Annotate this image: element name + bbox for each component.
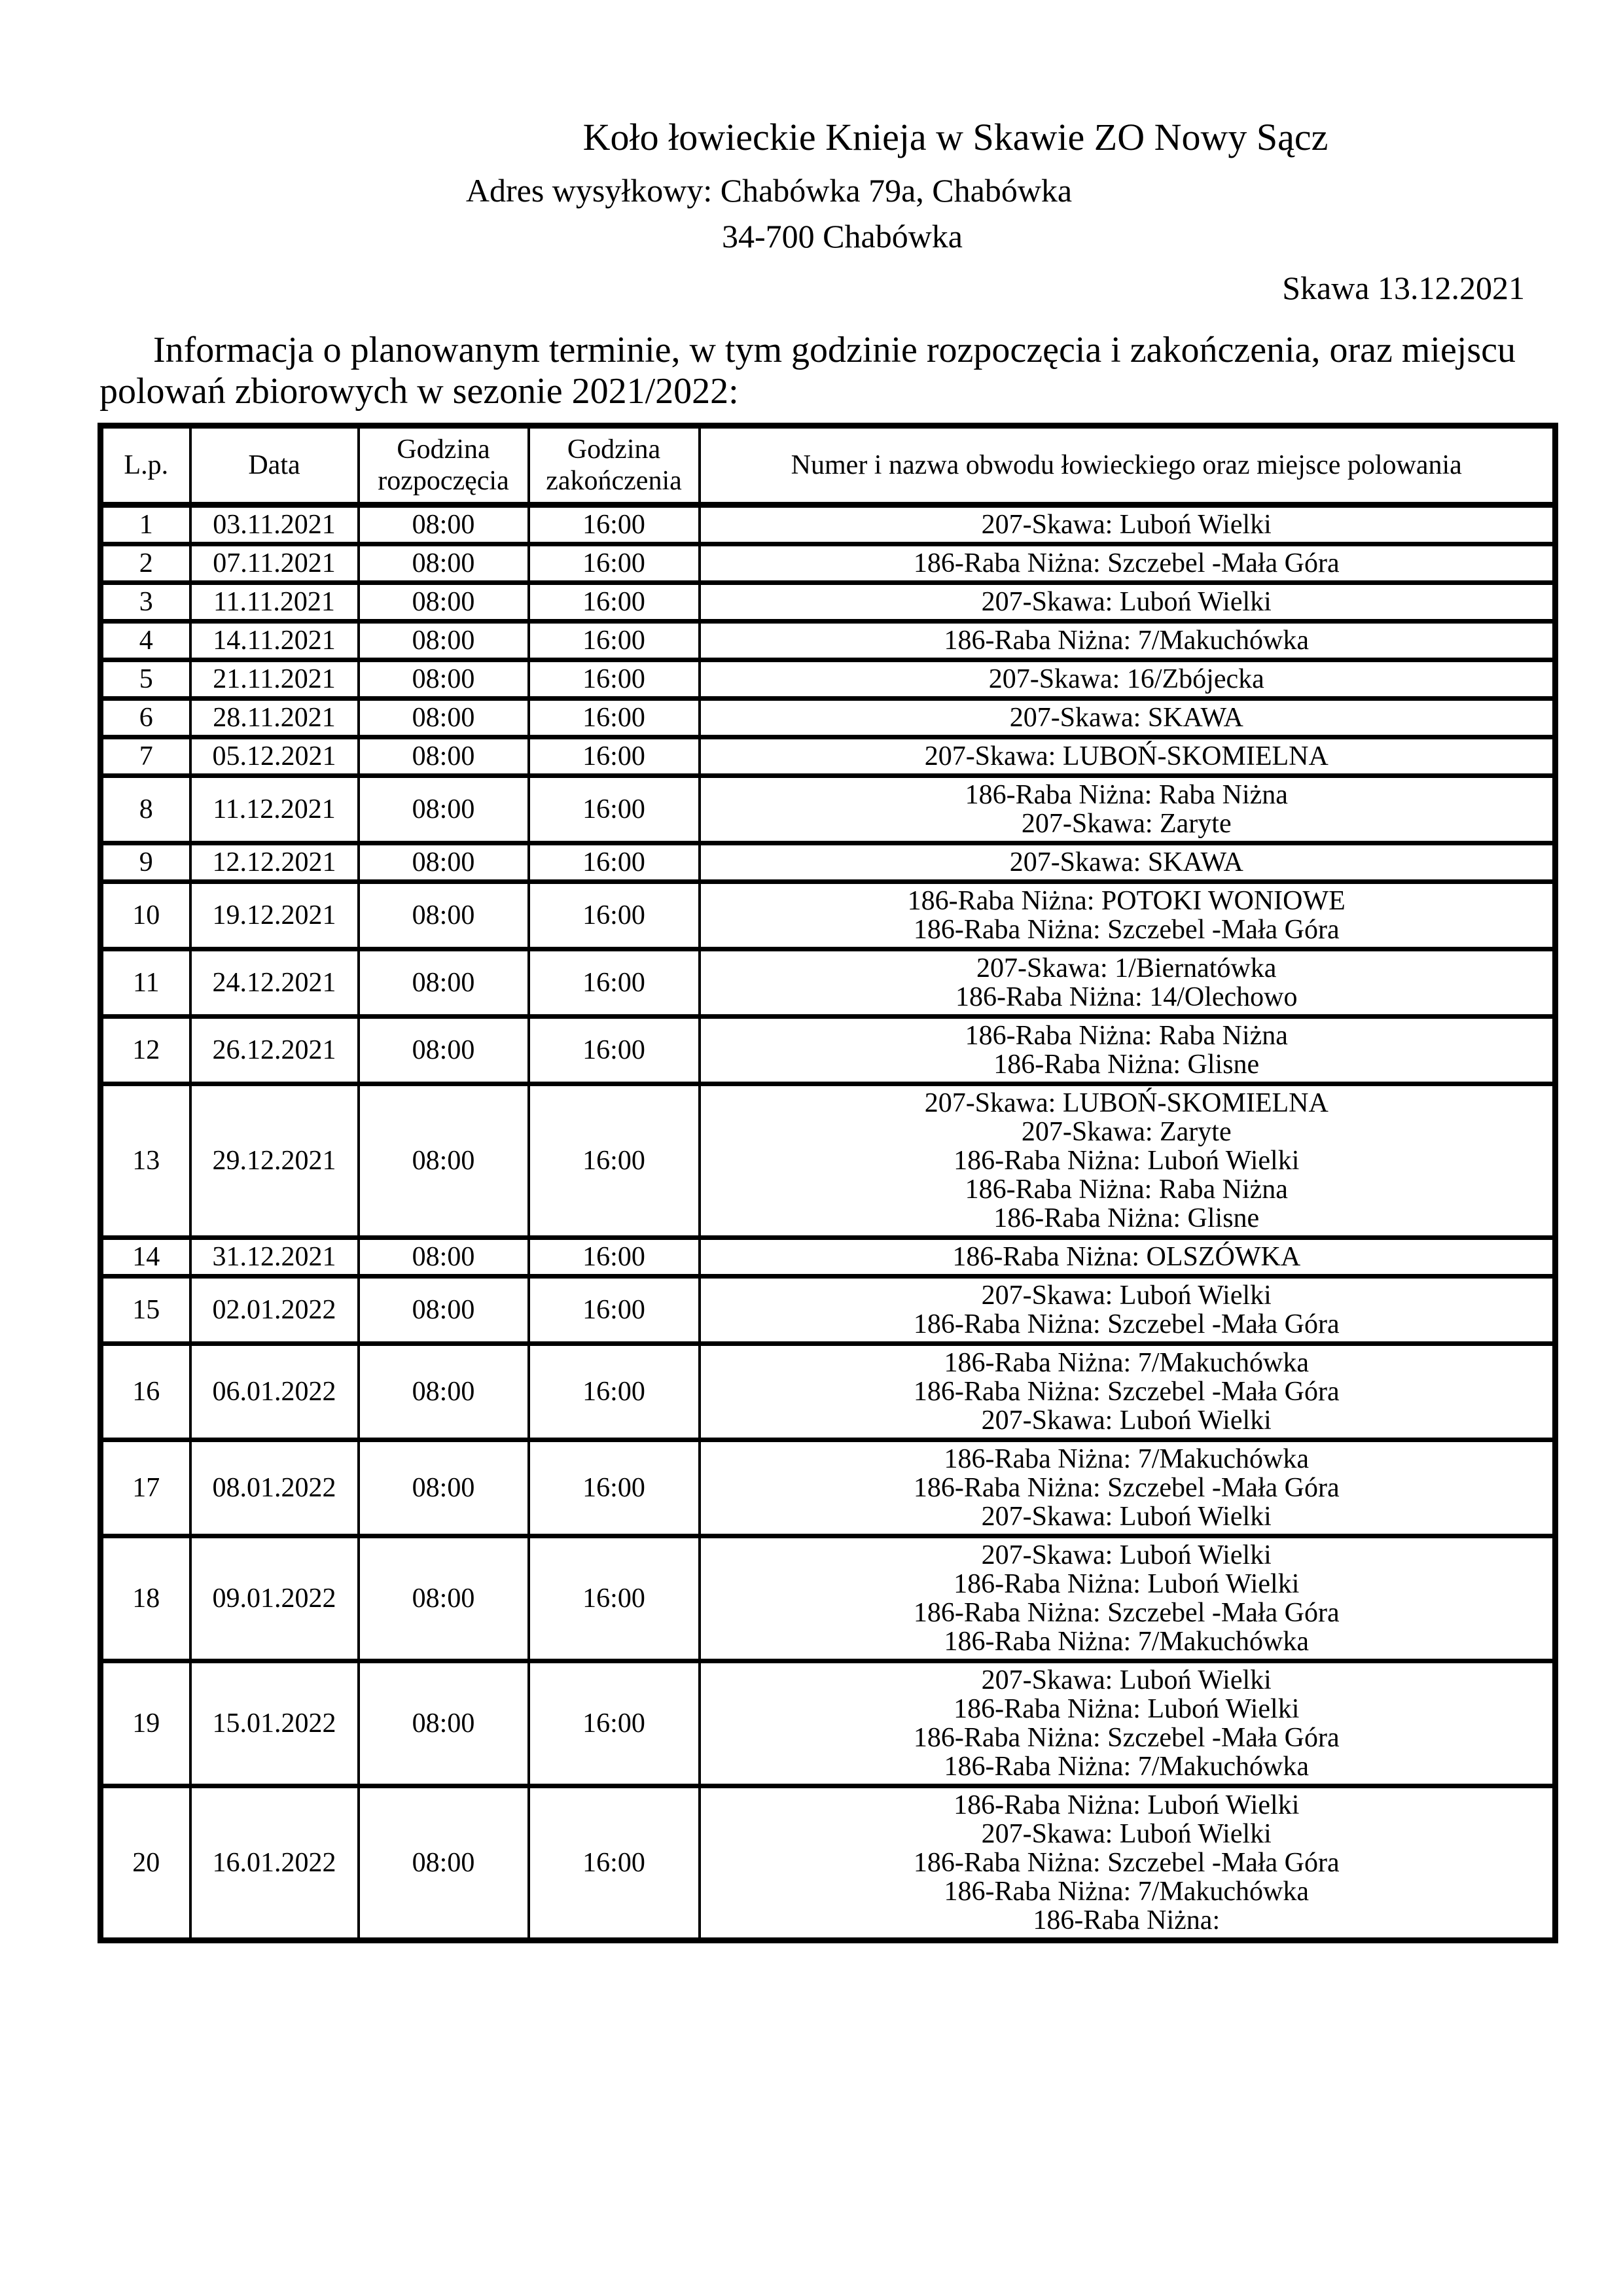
- place-line: 186-Raba Niżna: Glisne: [993, 1203, 1260, 1233]
- start-time-cell: 08:00: [359, 1536, 529, 1661]
- place-line: 186-Raba Niżna: Raba Niżna: [965, 1021, 1288, 1051]
- places-cell: [700, 843, 1556, 882]
- table-row: [101, 699, 1556, 737]
- table-row: [101, 1786, 1556, 1941]
- date-cell: 02.01.2022: [190, 1277, 359, 1344]
- date-cell: 15.01.2022: [190, 1661, 359, 1786]
- start-time-cell: 08:00: [359, 949, 529, 1017]
- place-line: 207-Skawa: 16/Zbójecka: [988, 664, 1264, 694]
- start-time-cell: 08:00: [359, 1344, 529, 1440]
- table-row: [101, 544, 1556, 583]
- row-number-cell: 10: [101, 882, 190, 949]
- end-time-cell: 16:00: [529, 1017, 700, 1084]
- start-time-cell: 08:00: [359, 1084, 529, 1238]
- place-line: 207-Skawa: LUBOŃ-SKOMIELNA: [924, 741, 1329, 771]
- date-cell: 26.12.2021: [190, 1017, 359, 1084]
- date-cell: 24.12.2021: [190, 949, 359, 1017]
- date-cell: 29.12.2021: [190, 1084, 359, 1238]
- places-cell: [700, 583, 1556, 622]
- end-time-cell: 16:00: [529, 1084, 700, 1238]
- places-cell: [700, 622, 1556, 660]
- row-number-cell: 3: [101, 583, 190, 622]
- places-cell: [700, 699, 1556, 737]
- places-cell: [700, 1661, 1556, 1786]
- places-cell: [700, 1786, 1556, 1941]
- start-time-cell: 08:00: [359, 1786, 529, 1941]
- place-line: 207-Skawa: Luboń Wielki: [981, 1819, 1272, 1849]
- start-time-cell: 08:00: [359, 843, 529, 882]
- place-line: 207-Skawa: Luboń Wielki: [981, 1405, 1272, 1436]
- end-time-cell: 16:00: [529, 505, 700, 544]
- end-time-cell: 16:00: [529, 1277, 700, 1344]
- table-row: [101, 1344, 1556, 1440]
- place-line: 186-Raba Niżna: OLSZÓWKA: [952, 1242, 1301, 1272]
- place-line: 186-Raba Niżna: Szczebel -Mała Góra: [913, 1309, 1340, 1339]
- row-number-cell: 11: [101, 949, 190, 1017]
- start-time-cell: 08:00: [359, 737, 529, 776]
- places-cell: [700, 1277, 1556, 1344]
- start-time-cell: 08:00: [359, 1238, 529, 1277]
- place-line: 186-Raba Niżna: Szczebel -Mała Góra: [913, 548, 1340, 578]
- document-title: Koło łowieckie Knieja w Skawie ZO Nowy Sącz: [582, 116, 1329, 158]
- places-cell: [700, 1238, 1556, 1277]
- table-row: [101, 1661, 1556, 1786]
- table-row: [101, 1440, 1556, 1536]
- start-time-cell: 08:00: [359, 622, 529, 660]
- end-time-cell: 16:00: [529, 1238, 700, 1277]
- end-time-cell: 16:00: [529, 1344, 700, 1440]
- address-line-2: 34-700 Chabówka: [722, 218, 963, 255]
- date-cell: 05.12.2021: [190, 737, 359, 776]
- table-row: [101, 776, 1556, 843]
- place-line: 207-Skawa: 1/Biernatówka: [976, 953, 1277, 983]
- end-time-cell: 16:00: [529, 1661, 700, 1786]
- place-line: 207-Skawa: SKAWA: [1009, 847, 1243, 877]
- table-row: [101, 949, 1556, 1017]
- places-cell: [700, 776, 1556, 843]
- row-number-cell: 9: [101, 843, 190, 882]
- date-cell: 08.01.2022: [190, 1440, 359, 1536]
- row-number-cell: 16: [101, 1344, 190, 1440]
- place-line: 207-Skawa: Luboń Wielki: [981, 587, 1272, 617]
- date-cell: 19.12.2021: [190, 882, 359, 949]
- end-time-cell: 16:00: [529, 660, 700, 699]
- date-cell: 06.01.2022: [190, 1344, 359, 1440]
- places-cell: [700, 1536, 1556, 1661]
- row-number-cell: 1: [101, 505, 190, 544]
- date-cell: 12.12.2021: [190, 843, 359, 882]
- place-line: 186-Raba Niżna: 7/Makuchówka: [944, 1752, 1309, 1782]
- end-time-cell: 16:00: [529, 544, 700, 583]
- end-time-cell: 16:00: [529, 776, 700, 843]
- end-time-cell: 16:00: [529, 1536, 700, 1661]
- place-line: 207-Skawa: Luboń Wielki: [981, 1665, 1272, 1695]
- place-line: 186-Raba Niżna: 7/Makuchówka: [944, 1444, 1309, 1474]
- row-number-cell: 17: [101, 1440, 190, 1536]
- row-number-cell: 2: [101, 544, 190, 583]
- start-time-cell: 08:00: [359, 544, 529, 583]
- place-line: 186-Raba Niżna: Szczebel -Mała Góra: [913, 1598, 1340, 1628]
- table-row: [101, 1017, 1556, 1084]
- table-header: [101, 426, 1556, 505]
- column-header-date: Data: [190, 426, 359, 505]
- place-line: 207-Skawa: Luboń Wielki: [981, 510, 1272, 540]
- place-line: 186-Raba Niżna: 14/Olechowo: [955, 982, 1298, 1012]
- place-line: 186-Raba Niżna: 7/Makuchówka: [944, 1877, 1309, 1907]
- places-cell: [700, 1017, 1556, 1084]
- start-time-cell: 08:00: [359, 1661, 529, 1786]
- end-time-cell: 16:00: [529, 737, 700, 776]
- table-header-row: [101, 426, 1556, 505]
- place-line: 207-Skawa: LUBOŃ-SKOMIELNA: [924, 1088, 1329, 1118]
- table-row: [101, 622, 1556, 660]
- column-header-place: Numer i nazwa obwodu łowieckiego oraz miejsce polowania: [700, 426, 1556, 505]
- place-line: 207-Skawa: SKAWA: [1009, 703, 1243, 733]
- places-cell: [700, 882, 1556, 949]
- place-line: 186-Raba Niżna: Szczebel -Mała Góra: [913, 1723, 1340, 1753]
- start-time-cell: 08:00: [359, 1277, 529, 1344]
- end-time-cell: 16:00: [529, 843, 700, 882]
- place-line: 186-Raba Niżna: Luboń Wielki: [954, 1790, 1300, 1820]
- row-number-cell: 20: [101, 1786, 190, 1941]
- date-cell: 11.11.2021: [190, 583, 359, 622]
- start-time-cell: 08:00: [359, 699, 529, 737]
- date-cell: 07.11.2021: [190, 544, 359, 583]
- start-time-cell: 08:00: [359, 1017, 529, 1084]
- date-cell: 16.01.2022: [190, 1786, 359, 1941]
- place-line: 186-Raba Niżna: Luboń Wielki: [954, 1569, 1300, 1599]
- places-cell: [700, 544, 1556, 583]
- start-time-cell: 08:00: [359, 776, 529, 843]
- place-line: 186-Raba Niżna: 7/Makuchówka: [944, 1348, 1309, 1378]
- place-line: 186-Raba Niżna: POTOKI WONIOWE: [907, 886, 1346, 916]
- places-cell: [700, 1084, 1556, 1238]
- start-time-cell: 08:00: [359, 1440, 529, 1536]
- row-number-cell: 12: [101, 1017, 190, 1084]
- place-line: 186-Raba Niżna: Szczebel -Mała Góra: [913, 1473, 1340, 1503]
- row-number-cell: 18: [101, 1536, 190, 1661]
- places-cell: [700, 505, 1556, 544]
- row-number-cell: 8: [101, 776, 190, 843]
- start-time-cell: 08:00: [359, 505, 529, 544]
- table-row: [101, 660, 1556, 699]
- column-header-end-time: Godzina zakończenia: [529, 426, 700, 505]
- end-time-cell: 16:00: [529, 1786, 700, 1941]
- table-row: [101, 882, 1556, 949]
- end-time-cell: 16:00: [529, 583, 700, 622]
- table-row: [101, 505, 1556, 544]
- places-cell: [700, 949, 1556, 1017]
- end-time-cell: 16:00: [529, 882, 700, 949]
- row-number-cell: 15: [101, 1277, 190, 1344]
- row-number-cell: 6: [101, 699, 190, 737]
- place-line: 207-Skawa: Luboń Wielki: [981, 1540, 1272, 1570]
- table-row: [101, 1277, 1556, 1344]
- date-cell: 31.12.2021: [190, 1238, 359, 1277]
- place-line: 186-Raba Niżna: Glisne: [993, 1050, 1260, 1080]
- date-cell: 11.12.2021: [190, 776, 359, 843]
- table-row: [101, 1084, 1556, 1238]
- place-line: 186-Raba Niżna: Luboń Wielki: [954, 1146, 1300, 1176]
- row-number-cell: 4: [101, 622, 190, 660]
- places-cell: [700, 660, 1556, 699]
- date-cell: 21.11.2021: [190, 660, 359, 699]
- table-row: [101, 1238, 1556, 1277]
- place-line: 186-Raba Niżna: Szczebel -Mała Góra: [913, 1377, 1340, 1407]
- end-time-cell: 16:00: [529, 699, 700, 737]
- place-line: 207-Skawa: Zaryte: [1021, 1117, 1232, 1147]
- row-number-cell: 14: [101, 1238, 190, 1277]
- table-row: [101, 1536, 1556, 1661]
- address-line-1: Adres wysyłkowy: Chabówka 79a, Chabówka: [465, 172, 1073, 209]
- places-cell: [700, 1440, 1556, 1536]
- hunting-schedule-table: [98, 423, 1558, 1943]
- date-cell: 03.11.2021: [190, 505, 359, 544]
- start-time-cell: 08:00: [359, 660, 529, 699]
- intro-paragraph: Informacja o planowanym terminie, w tym godzinie rozpoczęcia i zakończenia, oraz miejscu polowań zbiorowych w sezonie 2021/2022:: [99, 330, 1516, 412]
- table-row: [101, 737, 1556, 776]
- place-line: 186-Raba Niżna: 7/Makuchówka: [944, 1627, 1309, 1657]
- table-row: [101, 843, 1556, 882]
- place-and-date: Skawa 13.12.2021: [1282, 270, 1525, 306]
- place-line: 207-Skawa: Zaryte: [1021, 809, 1232, 839]
- place-line: 186-Raba Niżna: Raba Niżna: [965, 1174, 1288, 1205]
- table-row: [101, 583, 1556, 622]
- row-number-cell: 13: [101, 1084, 190, 1238]
- places-cell: [700, 737, 1556, 776]
- table-body: [101, 505, 1556, 1941]
- start-time-cell: 08:00: [359, 882, 529, 949]
- row-number-cell: 19: [101, 1661, 190, 1786]
- date-cell: 09.01.2022: [190, 1536, 359, 1661]
- end-time-cell: 16:00: [529, 1440, 700, 1536]
- place-line: 186-Raba Niżna:: [1033, 1905, 1221, 1935]
- place-line: 207-Skawa: Luboń Wielki: [981, 1502, 1272, 1532]
- places-cell: [700, 1344, 1556, 1440]
- row-number-cell: 5: [101, 660, 190, 699]
- end-time-cell: 16:00: [529, 622, 700, 660]
- date-cell: 28.11.2021: [190, 699, 359, 737]
- row-number-cell: 7: [101, 737, 190, 776]
- column-header-lp: L.p.: [101, 426, 190, 505]
- date-cell: 14.11.2021: [190, 622, 359, 660]
- end-time-cell: 16:00: [529, 949, 700, 1017]
- place-line: 186-Raba Niżna: 7/Makuchówka: [944, 626, 1309, 656]
- column-header-start-time: Godzina rozpoczęcia: [359, 426, 529, 505]
- place-line: 186-Raba Niżna: Szczebel -Mała Góra: [913, 915, 1340, 945]
- place-line: 207-Skawa: Luboń Wielki: [981, 1280, 1272, 1311]
- place-line: 186-Raba Niżna: Luboń Wielki: [954, 1694, 1300, 1724]
- place-line: 186-Raba Niżna: Szczebel -Mała Góra: [913, 1848, 1340, 1878]
- start-time-cell: 08:00: [359, 583, 529, 622]
- place-line: 186-Raba Niżna: Raba Niżna: [965, 780, 1288, 810]
